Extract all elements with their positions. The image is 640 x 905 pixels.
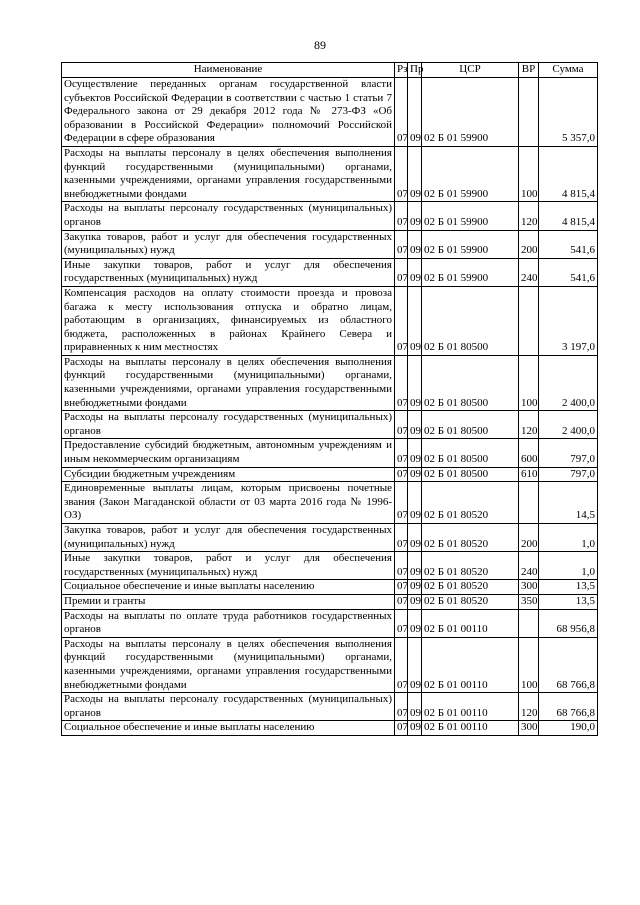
cell-rz: 07: [395, 482, 408, 524]
cell-pr: 09: [408, 411, 422, 439]
cell-sum: 14,5: [539, 482, 598, 524]
table-row: [62, 482, 598, 524]
cell-sum: 3 197,0: [539, 286, 598, 355]
cell-rz: 07: [395, 146, 408, 201]
cell-name: Субсидии бюджетным учреждениям: [62, 467, 395, 482]
cell-name: Единовременные выплаты лицам, которым присвоены почетные звания (Закон Магаданской области от 03 марта 2016 года № 1996-ОЗ): [62, 482, 395, 524]
cell-sum: 2 400,0: [539, 355, 598, 410]
cell-csr: 02 Б 01 59900: [422, 78, 519, 147]
table-row: [62, 202, 598, 230]
cell-rz: 07: [395, 202, 408, 230]
cell-rz: 07: [395, 524, 408, 552]
cell-csr: 02 Б 01 80520: [422, 524, 519, 552]
cell-csr: 02 Б 01 80520: [422, 594, 519, 609]
cell-csr: 02 Б 01 80500: [422, 286, 519, 355]
cell-rz: 07: [395, 693, 408, 721]
cell-rz: 07: [395, 411, 408, 439]
cell-pr: 09: [408, 693, 422, 721]
cell-pr: 09: [408, 286, 422, 355]
cell-csr: 02 Б 01 80500: [422, 355, 519, 410]
header-csr: ЦСР: [422, 63, 519, 78]
header-sum: Сумма: [539, 63, 598, 78]
cell-csr: 02 Б 01 59900: [422, 258, 519, 286]
table-row: [62, 146, 598, 201]
cell-sum: 5 357,0: [539, 78, 598, 147]
table-row: [62, 411, 598, 439]
cell-pr: 09: [408, 146, 422, 201]
cell-name: Расходы на выплаты персоналу государственных (муниципальных) органов: [62, 411, 395, 439]
cell-rz: 07: [395, 439, 408, 467]
header-vr: ВР: [519, 63, 539, 78]
cell-pr: 09: [408, 594, 422, 609]
cell-sum: 4 815,4: [539, 146, 598, 201]
cell-pr: 09: [408, 552, 422, 580]
cell-name: Закупка товаров, работ и услуг для обеспечения государственных (муниципальных) нужд: [62, 230, 395, 258]
cell-sum: 4 815,4: [539, 202, 598, 230]
cell-csr: 02 Б 01 00110: [422, 693, 519, 721]
cell-csr: 02 Б 01 00110: [422, 721, 519, 736]
cell-sum: 1,0: [539, 524, 598, 552]
cell-csr: 02 Б 01 80520: [422, 580, 519, 595]
cell-name: Расходы на выплаты персоналу государственных (муниципальных) органов: [62, 202, 395, 230]
cell-rz: 07: [395, 637, 408, 692]
cell-sum: 797,0: [539, 467, 598, 482]
table-row: [62, 230, 598, 258]
cell-vr: 120: [519, 202, 539, 230]
budget-table: [61, 62, 598, 736]
table-row: [62, 637, 598, 692]
cell-csr: 02 Б 01 59900: [422, 146, 519, 201]
cell-sum: 68 956,8: [539, 609, 598, 637]
table-body: [62, 78, 598, 736]
cell-sum: 1,0: [539, 552, 598, 580]
cell-rz: 07: [395, 230, 408, 258]
cell-rz: 07: [395, 467, 408, 482]
cell-vr: 200: [519, 524, 539, 552]
page-number: 89: [314, 38, 326, 52]
table-row: [62, 594, 598, 609]
cell-vr: 300: [519, 721, 539, 736]
cell-name: Осуществление переданных органам государственной власти субъектов Российской Федерации в соответствии с частью 1 статьи 7 Федерального закона от 29 декабря 2012 года № 273-ФЗ «Об образовании в Российской Федерации» полномочий Российской Федерации в сфере образования: [62, 78, 395, 147]
cell-rz: 07: [395, 580, 408, 595]
cell-csr: 02 Б 01 59900: [422, 202, 519, 230]
cell-vr: 100: [519, 355, 539, 410]
cell-csr: 02 Б 01 80520: [422, 482, 519, 524]
cell-rz: 07: [395, 355, 408, 410]
cell-sum: 190,0: [539, 721, 598, 736]
cell-rz: 07: [395, 286, 408, 355]
cell-pr: 09: [408, 355, 422, 410]
cell-pr: 09: [408, 609, 422, 637]
cell-pr: 09: [408, 721, 422, 736]
cell-name: Расходы на выплаты персоналу в целях обеспечения выполнения функций государственными (муниципальными) органами, казенными учреждениями, органами управления государственными внебюджетными фондами: [62, 355, 395, 410]
cell-vr: [519, 609, 539, 637]
cell-pr: 09: [408, 78, 422, 147]
cell-csr: 02 Б 01 00110: [422, 637, 519, 692]
table-row: [62, 524, 598, 552]
cell-pr: 09: [408, 439, 422, 467]
cell-vr: 240: [519, 258, 539, 286]
cell-csr: 02 Б 01 00110: [422, 609, 519, 637]
cell-name: Компенсация расходов на оплату стоимости проезда и провоза багажа к месту использования отпуска и обратно лицам, работающим в организациях, финансируемых из областного бюджета, расположенных в районах Крайнего Севера и приравненных к ним местностях: [62, 286, 395, 355]
cell-vr: 120: [519, 411, 539, 439]
cell-name: Предоставление субсидий бюджетным, автономным учреждениям и иным некоммерческим организациям: [62, 439, 395, 467]
table-row: [62, 467, 598, 482]
cell-name: Социальное обеспечение и иные выплаты населению: [62, 580, 395, 595]
cell-sum: 541,6: [539, 258, 598, 286]
cell-name: Премии и гранты: [62, 594, 395, 609]
table-header-row: [62, 63, 598, 78]
table-row: [62, 609, 598, 637]
cell-rz: 07: [395, 594, 408, 609]
cell-pr: 09: [408, 258, 422, 286]
table-row: [62, 355, 598, 410]
cell-rz: 07: [395, 552, 408, 580]
cell-vr: [519, 482, 539, 524]
table-row: [62, 721, 598, 736]
table-row: [62, 552, 598, 580]
cell-pr: 09: [408, 482, 422, 524]
cell-csr: 02 Б 01 59900: [422, 230, 519, 258]
cell-pr: 09: [408, 637, 422, 692]
cell-rz: 07: [395, 609, 408, 637]
cell-pr: 09: [408, 580, 422, 595]
cell-vr: 100: [519, 146, 539, 201]
cell-name: Расходы на выплаты персоналу в целях обеспечения выполнения функций государственными (муниципальными) органами, казенными учреждениями, органами управления государственными внебюджетными фондами: [62, 637, 395, 692]
cell-sum: 797,0: [539, 439, 598, 467]
cell-rz: 07: [395, 721, 408, 736]
cell-vr: [519, 78, 539, 147]
cell-vr: [519, 286, 539, 355]
table-row: [62, 693, 598, 721]
cell-vr: 350: [519, 594, 539, 609]
cell-csr: 02 Б 01 80500: [422, 467, 519, 482]
cell-csr: 02 Б 01 80520: [422, 552, 519, 580]
header-rz: Рз: [395, 63, 408, 78]
cell-csr: 02 Б 01 80500: [422, 439, 519, 467]
cell-sum: 13,5: [539, 594, 598, 609]
cell-sum: 541,6: [539, 230, 598, 258]
cell-vr: 300: [519, 580, 539, 595]
table-row: [62, 439, 598, 467]
cell-pr: 09: [408, 202, 422, 230]
cell-vr: 120: [519, 693, 539, 721]
cell-vr: 240: [519, 552, 539, 580]
header-name: Наименование: [62, 63, 395, 78]
cell-vr: 600: [519, 439, 539, 467]
cell-sum: 68 766,8: [539, 637, 598, 692]
cell-vr: 200: [519, 230, 539, 258]
cell-rz: 07: [395, 78, 408, 147]
cell-name: Социальное обеспечение и иные выплаты населению: [62, 721, 395, 736]
cell-pr: 09: [408, 230, 422, 258]
table-row: [62, 580, 598, 595]
cell-vr: 100: [519, 637, 539, 692]
cell-name: Расходы на выплаты персоналу государственных (муниципальных) органов: [62, 693, 395, 721]
cell-rz: 07: [395, 258, 408, 286]
cell-name: Иные закупки товаров, работ и услуг для обеспечения государственных (муниципальных) нужд: [62, 552, 395, 580]
cell-sum: 13,5: [539, 580, 598, 595]
cell-pr: 09: [408, 467, 422, 482]
cell-name: Расходы на выплаты по оплате труда работников государственных органов: [62, 609, 395, 637]
table-row: [62, 78, 598, 147]
table-row: [62, 258, 598, 286]
cell-sum: 68 766,8: [539, 693, 598, 721]
cell-name: Расходы на выплаты персоналу в целях обеспечения выполнения функций государственными (муниципальными) органами, казенными учреждениями, органами управления государственными внебюджетными фондами: [62, 146, 395, 201]
cell-name: Закупка товаров, работ и услуг для обеспечения государственных (муниципальных) нужд: [62, 524, 395, 552]
cell-csr: 02 Б 01 80500: [422, 411, 519, 439]
cell-sum: 2 400,0: [539, 411, 598, 439]
cell-name: Иные закупки товаров, работ и услуг для обеспечения государственных (муниципальных) нужд: [62, 258, 395, 286]
table-row: [62, 286, 598, 355]
header-pr: Пр: [408, 63, 422, 78]
cell-pr: 09: [408, 524, 422, 552]
cell-vr: 610: [519, 467, 539, 482]
